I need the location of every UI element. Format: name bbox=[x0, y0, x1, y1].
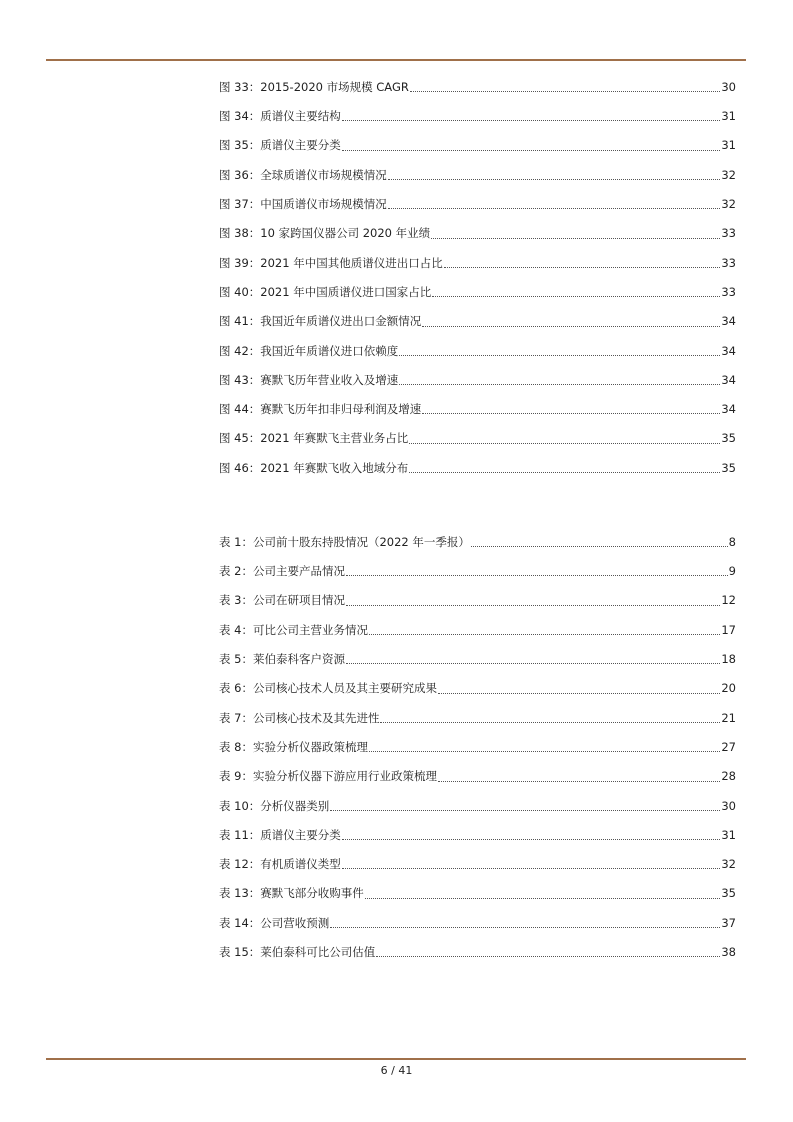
dot-leader bbox=[409, 472, 720, 473]
entry-page: 21 bbox=[721, 710, 736, 725]
table-entry[interactable] bbox=[219, 850, 736, 879]
entry-label: 图 38：10 家跨国仪器公司 2020 年业绩 bbox=[219, 226, 431, 241]
entry-label: 图 34：质谱仪主要结构 bbox=[219, 109, 341, 124]
entry-label: 表 4：可比公司主营业务情况 bbox=[219, 622, 368, 637]
table-list bbox=[219, 528, 736, 967]
entry-page: 34 bbox=[721, 402, 736, 417]
dot-leader bbox=[330, 810, 720, 811]
dot-leader bbox=[342, 839, 721, 840]
entry-label: 图 41：我国近年质谱仪进出口金额情况 bbox=[219, 314, 422, 329]
figure-entry[interactable] bbox=[219, 161, 736, 190]
figure-entry[interactable] bbox=[219, 249, 736, 278]
dot-leader bbox=[376, 956, 720, 957]
entry-page: 37 bbox=[721, 915, 736, 930]
entry-label: 图 33：2015-2020 市场规模 CAGR bbox=[219, 79, 409, 94]
entry-page: 35 bbox=[721, 886, 736, 901]
entry-page: 31 bbox=[721, 827, 736, 842]
table-entry[interactable] bbox=[219, 645, 736, 674]
table-entry[interactable] bbox=[219, 528, 736, 557]
entry-label: 图 43：赛默飞历年营业收入及增速 bbox=[219, 372, 399, 387]
entry-label: 图 40：2021 年中国质谱仪进口国家占比 bbox=[219, 284, 432, 299]
dot-leader bbox=[422, 326, 720, 327]
entry-page: 34 bbox=[721, 372, 736, 387]
figure-entry[interactable] bbox=[219, 219, 736, 248]
entry-label: 图 37：中国质谱仪市场规模情况 bbox=[219, 197, 387, 212]
dot-leader bbox=[330, 927, 720, 928]
page-number: 6 / 41 bbox=[380, 1064, 413, 1077]
entry-label: 表 11：质谱仪主要分类 bbox=[219, 827, 341, 842]
entry-page: 38 bbox=[721, 945, 736, 960]
entry-page: 30 bbox=[721, 798, 736, 813]
entry-label: 表 3：公司在研项目情况 bbox=[219, 593, 345, 608]
entry-label: 表 15：莱伯泰科可比公司估值 bbox=[219, 945, 376, 960]
entry-page: 34 bbox=[721, 314, 736, 329]
entry-page: 18 bbox=[721, 652, 736, 667]
dot-leader bbox=[346, 663, 720, 664]
table-entry[interactable] bbox=[219, 704, 736, 733]
entry-page: 34 bbox=[721, 343, 736, 358]
entry-page: 9 bbox=[728, 564, 736, 579]
figure-entry[interactable] bbox=[219, 454, 736, 483]
entry-label: 表 12：有机质谱仪类型 bbox=[219, 857, 341, 872]
entry-label: 图 39：2021 年中国其他质谱仪进出口占比 bbox=[219, 255, 443, 270]
entry-page: 32 bbox=[721, 857, 736, 872]
entry-page: 32 bbox=[721, 167, 736, 182]
entry-page: 32 bbox=[721, 197, 736, 212]
dot-leader bbox=[342, 150, 721, 151]
entry-page: 28 bbox=[721, 769, 736, 784]
figure-entry[interactable] bbox=[219, 307, 736, 336]
dot-leader bbox=[438, 781, 720, 782]
table-entry[interactable] bbox=[219, 909, 736, 938]
dot-leader bbox=[346, 605, 720, 606]
entry-label: 表 8：实验分析仪器政策梳理 bbox=[219, 739, 368, 754]
figure-entry[interactable] bbox=[219, 102, 736, 131]
figure-entry[interactable] bbox=[219, 337, 736, 366]
entry-page: 31 bbox=[721, 138, 736, 153]
table-entry[interactable] bbox=[219, 938, 736, 967]
header-rule bbox=[46, 59, 746, 61]
dot-leader bbox=[409, 443, 720, 444]
figure-entry[interactable] bbox=[219, 425, 736, 454]
entry-label: 表 6：公司核心技术人员及其主要研究成果 bbox=[219, 681, 437, 696]
entry-page: 8 bbox=[728, 534, 736, 549]
dot-leader bbox=[369, 634, 720, 635]
figure-entry[interactable] bbox=[219, 73, 736, 102]
dot-leader bbox=[365, 898, 721, 899]
entry-label: 表 14：公司营收预测 bbox=[219, 915, 330, 930]
dot-leader bbox=[342, 868, 721, 869]
entry-page: 33 bbox=[721, 255, 736, 270]
entry-label: 表 10：分析仪器类别 bbox=[219, 798, 330, 813]
dot-leader bbox=[380, 722, 720, 723]
entry-page: 12 bbox=[721, 593, 736, 608]
dot-leader bbox=[438, 693, 720, 694]
entry-page: 17 bbox=[721, 622, 736, 637]
entry-label: 图 44：赛默飞历年扣非归母利润及增速 bbox=[219, 402, 422, 417]
dot-leader bbox=[399, 355, 720, 356]
entry-label: 图 36：全球质谱仪市场规模情况 bbox=[219, 167, 387, 182]
dot-leader bbox=[342, 120, 721, 121]
dot-leader bbox=[388, 208, 721, 209]
table-entry[interactable] bbox=[219, 616, 736, 645]
entry-label: 表 7：公司核心技术及其先进性 bbox=[219, 710, 380, 725]
entry-label: 表 2：公司主要产品情况 bbox=[219, 564, 345, 579]
figure-list bbox=[219, 73, 736, 483]
figure-entry[interactable] bbox=[219, 395, 736, 424]
entry-label: 表 1：公司前十股东持股情况（2022 年一季报） bbox=[219, 534, 470, 549]
entry-page: 30 bbox=[721, 79, 736, 94]
table-entry[interactable] bbox=[219, 792, 736, 821]
entry-label: 图 45：2021 年赛默飞主营业务占比 bbox=[219, 431, 409, 446]
dot-leader bbox=[388, 179, 721, 180]
table-entry[interactable] bbox=[219, 762, 736, 791]
dot-leader bbox=[432, 296, 720, 297]
table-entry[interactable] bbox=[219, 733, 736, 762]
dot-leader bbox=[471, 546, 728, 547]
figure-entry[interactable] bbox=[219, 132, 736, 161]
entry-page: 35 bbox=[721, 431, 736, 446]
table-entry[interactable] bbox=[219, 674, 736, 703]
table-entry[interactable] bbox=[219, 557, 736, 586]
entry-page: 33 bbox=[721, 226, 736, 241]
dot-leader bbox=[431, 238, 720, 239]
entry-label: 表 13：赛默飞部分收购事件 bbox=[219, 886, 364, 901]
entry-label: 图 35：质谱仪主要分类 bbox=[219, 138, 341, 153]
entry-page: 27 bbox=[721, 739, 736, 754]
dot-leader bbox=[346, 575, 728, 576]
figure-entry[interactable] bbox=[219, 278, 736, 307]
entry-label: 图 46：2021 年赛默飞收入地域分布 bbox=[219, 460, 409, 475]
table-entry[interactable] bbox=[219, 821, 736, 850]
dot-leader bbox=[422, 413, 720, 414]
table-entry[interactable] bbox=[219, 880, 736, 909]
dot-leader bbox=[399, 384, 720, 385]
dot-leader bbox=[444, 267, 721, 268]
footer-rule bbox=[46, 1058, 746, 1060]
entry-page: 20 bbox=[721, 681, 736, 696]
entry-label: 表 5：莱伯泰科客户资源 bbox=[219, 652, 345, 667]
figure-entry[interactable] bbox=[219, 366, 736, 395]
dot-leader bbox=[410, 91, 720, 92]
entry-page: 33 bbox=[721, 284, 736, 299]
entry-label: 图 42：我国近年质谱仪进口依赖度 bbox=[219, 343, 399, 358]
entry-page: 31 bbox=[721, 109, 736, 124]
table-entry[interactable] bbox=[219, 587, 736, 616]
figure-entry[interactable] bbox=[219, 190, 736, 219]
entry-label: 表 9：实验分析仪器下游应用行业政策梳理 bbox=[219, 769, 437, 784]
dot-leader bbox=[369, 751, 720, 752]
entry-page: 35 bbox=[721, 460, 736, 475]
